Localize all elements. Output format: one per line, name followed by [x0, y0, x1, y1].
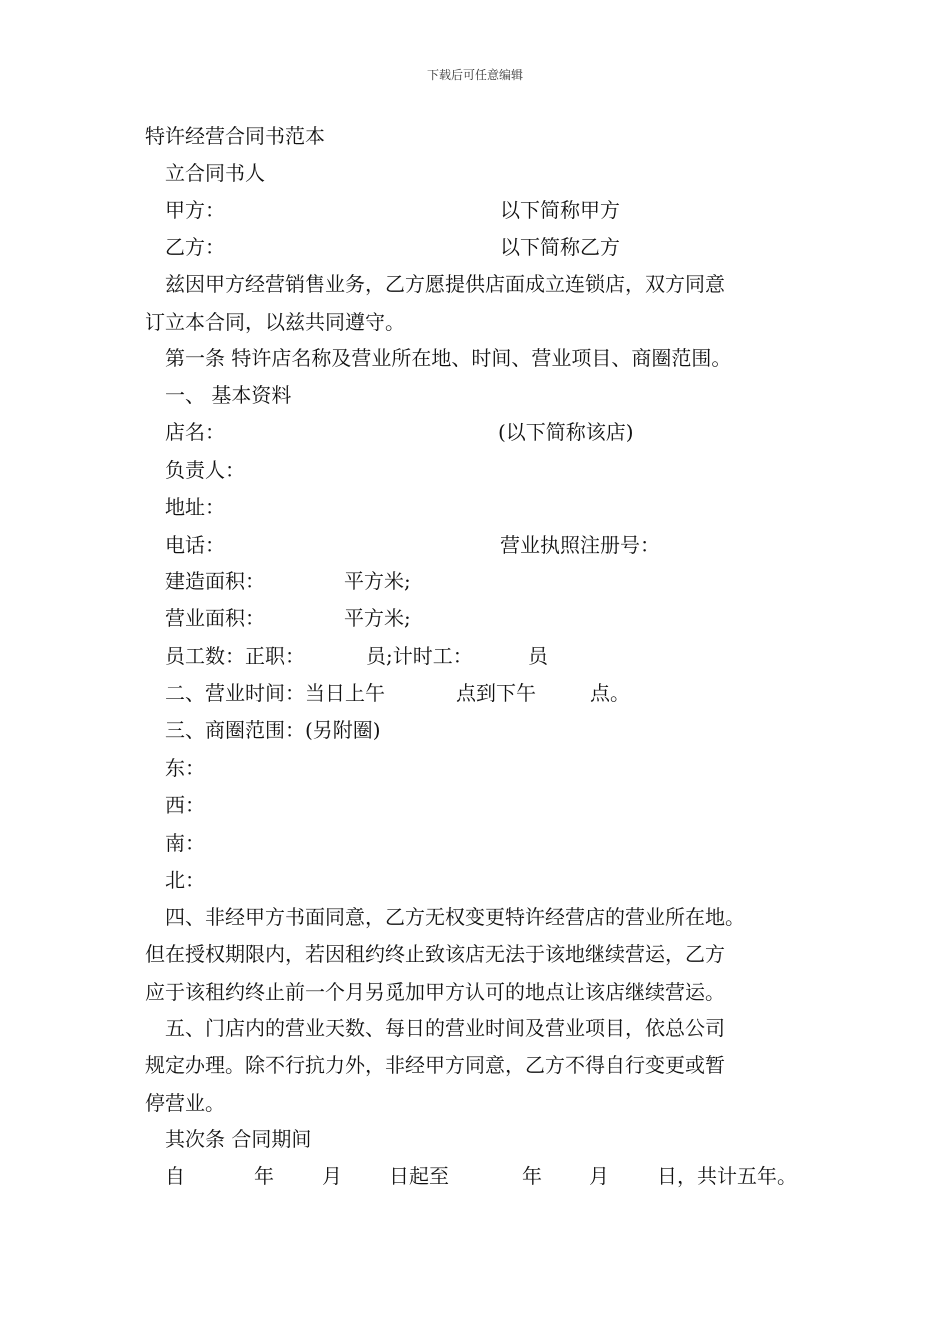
- hours-label: 二、营业时间：当日上午: [165, 681, 385, 705]
- period-year-1: 年: [254, 1164, 274, 1188]
- period-year-2: 年: [522, 1164, 542, 1188]
- staff-unit-parttime: 员;计时工：: [366, 644, 473, 668]
- staff-label: 员工数：正职：: [165, 644, 305, 668]
- west-label: 西：: [165, 793, 205, 817]
- section-trade-area: 三、商圈范围：(另附圈): [165, 718, 381, 742]
- party-b-abbr: 以下简称乙方: [500, 235, 620, 259]
- phone-label: 电话：: [165, 533, 225, 557]
- store-abbr: (以下简称该店): [498, 420, 634, 444]
- period-month-2: 月: [589, 1164, 609, 1188]
- period-month-1: 月: [322, 1164, 342, 1188]
- clause-5-line-1: 五、门店内的营业天数、每日的营业时间及营业项目，依总公司: [165, 1016, 725, 1040]
- hours-mid: 点到下午: [456, 681, 536, 705]
- clause-4-line-3: 应于该租约终止前一个月另觅加甲方认可的地点让该店继续营运。: [145, 980, 725, 1004]
- party-a-label: 甲方：: [165, 198, 225, 222]
- build-area-label: 建造面积：: [165, 569, 265, 593]
- party-b-label: 乙方：: [165, 235, 225, 259]
- clause-4-line-2: 但在授权期限内，若因租约终止致该店无法于该地继续营运，乙方: [145, 942, 725, 966]
- hours-end: 点。: [590, 681, 630, 705]
- section-basic-info: 一、 基本资料: [165, 383, 292, 407]
- south-label: 南：: [165, 831, 205, 855]
- party-a-abbr: 以下简称甲方: [500, 198, 620, 222]
- article-2-heading: 其次条 合同期间: [165, 1127, 312, 1151]
- north-label: 北：: [165, 868, 205, 892]
- biz-area-label: 营业面积：: [165, 606, 265, 630]
- period-day-2: 日，共计五年。: [657, 1164, 797, 1188]
- page-header: 下载后可任意编辑: [426, 68, 523, 82]
- period-from: 自: [165, 1164, 185, 1188]
- preamble-line-1: 兹因甲方经营销售业务，乙方愿提供店面成立连锁店，双方同意: [165, 272, 725, 296]
- license-label: 营业执照注册号：: [500, 533, 660, 557]
- clause-4-line-1: 四、非经甲方书面同意，乙方无权变更特许经营店的营业所在地。: [165, 905, 745, 929]
- staff-unit: 员: [528, 644, 548, 668]
- east-label: 东：: [165, 756, 205, 780]
- document-title: 特许经营合同书范本: [145, 124, 325, 148]
- store-name-label: 店名：: [165, 420, 225, 444]
- biz-area-unit: 平方米;: [344, 606, 411, 630]
- address-label: 地址：: [165, 495, 225, 519]
- build-area-unit: 平方米;: [344, 569, 411, 593]
- clause-5-line-3: 停营业。: [145, 1091, 225, 1115]
- preamble-line-2: 订立本合同，以兹共同遵守。: [145, 310, 405, 334]
- manager-label: 负责人：: [165, 458, 245, 482]
- period-day-1: 日起至: [389, 1164, 449, 1188]
- article-1-heading: 第一条 特许店名称及营业所在地、时间、营业项目、商圈范围。: [165, 346, 732, 370]
- clause-5-line-2: 规定办理。除不行抗力外，非经甲方同意，乙方不得自行变更或暂: [145, 1053, 725, 1077]
- parties-heading: 立合同书人: [165, 161, 265, 185]
